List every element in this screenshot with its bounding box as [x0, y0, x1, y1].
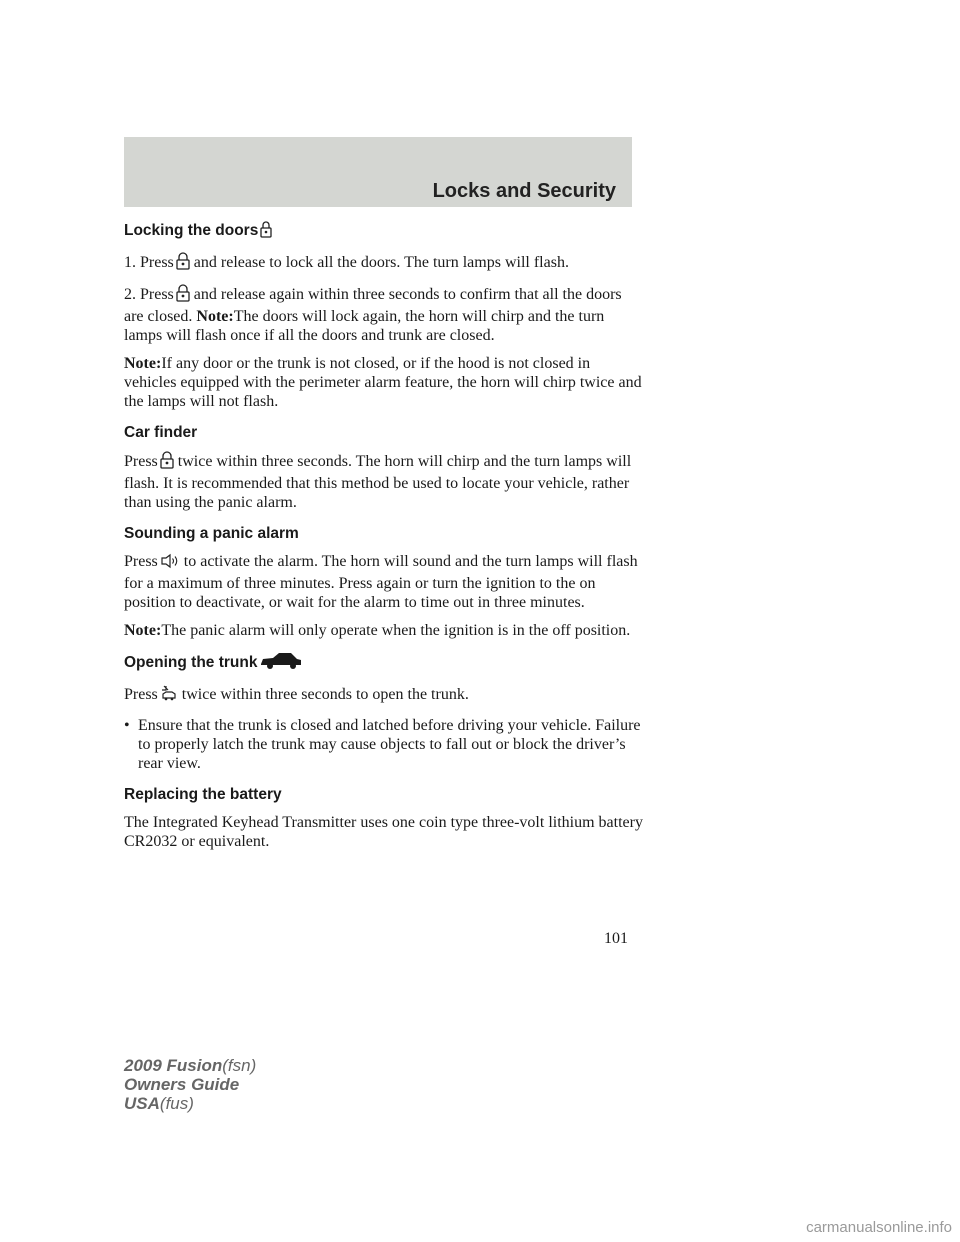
padlock-icon — [160, 451, 174, 474]
page-number: 101 — [604, 930, 628, 947]
trunk-prefix: Press — [124, 686, 158, 703]
footer-region: USA — [124, 1094, 160, 1113]
heading-car-finder: Car finder — [124, 424, 198, 441]
trunk-release-icon — [160, 684, 178, 707]
footer-model-code: (fsn) — [222, 1056, 257, 1075]
trunk-bullet-text: Ensure that the trunk is closed and latched before driving your vehicle. Failure to properly latch the trunk may cause objects to fall out or block the driver’s rear view. — [138, 717, 641, 772]
heading-battery: Replacing the battery — [124, 786, 282, 803]
header-band — [124, 137, 632, 207]
locking-note-text: If any door or the trunk is not closed, or if the hood is not closed in vehicles equipped with the perimeter alarm feature, the horn will chirp twice and the lamps will not flash. — [124, 355, 642, 410]
step-2-prefix: 2. Press — [124, 286, 174, 303]
heading-trunk-text: Opening the trunk — [124, 654, 258, 671]
footer-model: 2009 Fusion — [124, 1056, 223, 1075]
section-battery — [124, 785, 644, 851]
step-1 — [124, 252, 644, 275]
heading-panic: Sounding a panic alarm — [124, 525, 299, 542]
section-title: Locks and Security — [432, 180, 616, 202]
panic-note-text: The panic alarm will only operate when the ignition is in the off position. — [161, 622, 631, 639]
panic-body: to activate the alarm. The horn will sound and the turn lamps will flash for a maximum of three minutes. Press again or turn the ignition to the on position to deactivate, or wait for the alarm to time out in three minutes. — [124, 553, 638, 611]
heading-trunk — [124, 652, 644, 675]
note-label: Note: — [124, 355, 162, 372]
horn-speaker-icon — [160, 553, 180, 574]
footer-guide: Owners Guide — [124, 1075, 240, 1094]
section-locking — [124, 220, 644, 411]
car-finder-body: twice within three seconds. The horn will chirp and the turn lamps will flash. It is recommended that this method be used to locate your vehicle, rather than using the panic alarm. — [124, 453, 632, 511]
note-label: Note: — [196, 308, 234, 325]
step-1-text: and release to lock all the doors. The turn lamps will flash. — [193, 254, 569, 271]
padlock-icon — [176, 284, 190, 307]
footer-region-code: (fus) — [159, 1094, 194, 1113]
step-2 — [124, 284, 644, 345]
note-label: Note: — [124, 622, 162, 639]
padlock-icon — [260, 220, 272, 243]
bullet-dot: • — [124, 717, 130, 734]
step-2-text: and release again within three seconds to confirm that all the doors are closed. — [124, 286, 622, 325]
heading-locking-text: Locking the doors — [124, 222, 259, 239]
car-finder-prefix: Press — [124, 453, 158, 470]
watermark: carmanualsonline.info — [806, 1219, 952, 1236]
footer — [124, 1056, 256, 1113]
panic-note — [124, 621, 644, 640]
trunk-body: twice within three seconds to open the trunk. — [181, 686, 469, 703]
panic-prefix: Press — [124, 553, 158, 570]
section-trunk — [124, 652, 644, 773]
step-2-note-text: The doors will lock again, the horn will chirp and the turn lamps will flash once if all the doors and trunk are closed. — [124, 308, 605, 344]
step-1-prefix: 1. Press — [124, 254, 174, 271]
trunk-bullet — [124, 716, 644, 773]
car-finder-text — [124, 451, 644, 512]
panic-text — [124, 552, 644, 612]
trunk-text — [124, 684, 644, 707]
footer-line-2 — [124, 1075, 256, 1094]
locking-note — [124, 354, 644, 411]
section-panic — [124, 524, 644, 640]
car-trunk-icon — [259, 652, 303, 675]
padlock-icon — [176, 252, 190, 275]
battery-text: The Integrated Keyhead Transmitter uses one coin type three-volt lithium battery CR2032 or equivalent. — [124, 814, 643, 850]
section-car-finder — [124, 423, 644, 512]
footer-line-1 — [124, 1056, 256, 1075]
page-content — [124, 220, 644, 863]
footer-line-3 — [124, 1094, 256, 1113]
heading-locking — [124, 220, 644, 243]
